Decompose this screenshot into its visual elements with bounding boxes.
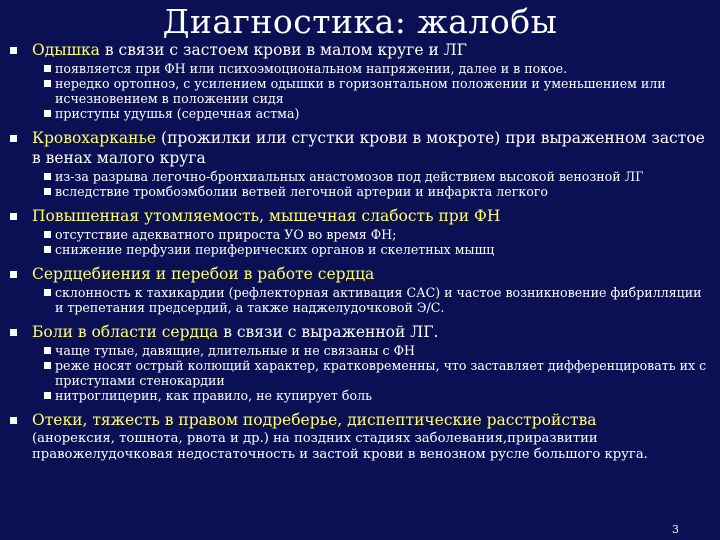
sub-item	[44, 106, 710, 121]
bullet-heading	[32, 128, 710, 168]
sub-item-text: приступы удушья (сердечная астма)	[55, 106, 300, 121]
square-bullet-icon	[44, 80, 51, 87]
square-bullet-icon	[44, 188, 51, 195]
bullet-chest-pain	[10, 322, 710, 342]
bullet-text: (прожилки или сгустки крови в мокроте) при выраженном застое в венах малого круга	[32, 129, 705, 167]
bullet-keyword: Одышка	[32, 41, 100, 59]
bullet-keyword: Сердцебиения и перебои в работе сердца	[32, 265, 375, 283]
sub-list	[10, 169, 710, 199]
sub-item-text: из-за разрыва легочно-бронхиальных анастомозов под действием высокой венозной ЛГ	[55, 169, 644, 184]
bullet-keyword: Отеки, тяжесть в правом подреберье, диспептические расстройства	[32, 411, 597, 429]
bullet-note: (анорексия, тошнота, рвота и др.) на поздних стадиях заболевания,приразвитии правожелудочковая недостаточность и застой крови в венозном русле большого круга.	[32, 431, 648, 462]
sub-item	[44, 343, 710, 358]
sub-item	[44, 61, 710, 76]
square-bullet-icon	[44, 65, 51, 72]
bullet-dyspnea	[10, 40, 710, 60]
sub-list	[10, 227, 710, 257]
square-bullet-icon	[10, 329, 17, 336]
sub-item	[44, 184, 710, 199]
bullet-fatigue	[10, 206, 710, 226]
square-bullet-icon	[44, 110, 51, 117]
square-bullet-icon	[44, 347, 51, 354]
sub-item-text: отсутствие адекватного прироста УО во время ФН;	[55, 227, 397, 242]
bullet-hemoptysis	[10, 128, 710, 168]
sub-item	[44, 227, 710, 242]
square-bullet-icon	[44, 362, 51, 369]
bullet-heading	[32, 206, 710, 226]
bullet-keyword: Боли в области сердца	[32, 323, 219, 341]
bullet-heading	[32, 322, 710, 342]
bullet-keyword: Кровохарканье	[32, 129, 157, 147]
sub-item	[44, 285, 710, 315]
square-bullet-icon	[10, 47, 17, 54]
square-bullet-icon	[44, 173, 51, 180]
bullet-edema	[10, 410, 710, 463]
bullet-heading	[32, 410, 710, 430]
slide-title: Диагностика: жалобы	[162, 2, 558, 41]
sub-list	[10, 343, 710, 403]
sub-item-text: снижение перфузии периферических органов и скелетных мышц	[55, 242, 495, 257]
sub-item	[44, 242, 710, 257]
sub-item-text: вследствие тромбоэмболии ветвей легочной артерии и инфаркта легкого	[55, 184, 548, 199]
bullet-heading	[32, 264, 710, 284]
bullet-text: в связи с выраженной ЛГ.	[218, 323, 439, 341]
sub-item-text: реже носят острый колющий характер, кратковременны, что заставляет дифференцировать их с приступами стенокардии	[55, 358, 707, 388]
square-bullet-icon	[10, 271, 17, 278]
bullet-palpitations	[10, 264, 710, 284]
page-number: 3	[672, 523, 679, 536]
bullet-heading	[32, 40, 710, 60]
square-bullet-icon	[10, 417, 17, 424]
slide-content	[10, 40, 710, 463]
bullet-keyword: Повышенная утомляемость, мышечная слабость при ФН	[32, 207, 501, 225]
sub-list	[10, 285, 710, 315]
sub-item-text: появляется при ФН или психоэмоциональном напряжении, далее и в покое.	[55, 61, 568, 76]
sub-item	[44, 388, 710, 403]
sub-item	[44, 358, 710, 388]
square-bullet-icon	[44, 392, 51, 399]
square-bullet-icon	[10, 213, 17, 220]
square-bullet-icon	[44, 231, 51, 238]
sub-item-text: нитроглицерин, как правило, не купирует боль	[55, 388, 372, 403]
sub-item-text: склонность к тахикардии (рефлекторная активация САС) и частое возникновение фибрилляции и трепетания предсердий, а также наджелудочковой Э/С.	[55, 285, 702, 315]
sub-item	[44, 169, 710, 184]
sub-list	[10, 61, 710, 121]
square-bullet-icon	[44, 246, 51, 253]
bullet-text: в связи с застоем крови в малом круге и ЛГ	[99, 41, 467, 59]
sub-item	[44, 76, 710, 106]
square-bullet-icon	[10, 135, 17, 142]
sub-item-text: нередко ортопноэ, с усилением одышки в горизонтальном положении и уменьшением или исчезновением в положении сидя	[55, 76, 666, 106]
sub-item-text: чаще тупые, давящие, длительные и не связаны с ФН	[55, 343, 416, 358]
square-bullet-icon	[44, 289, 51, 296]
